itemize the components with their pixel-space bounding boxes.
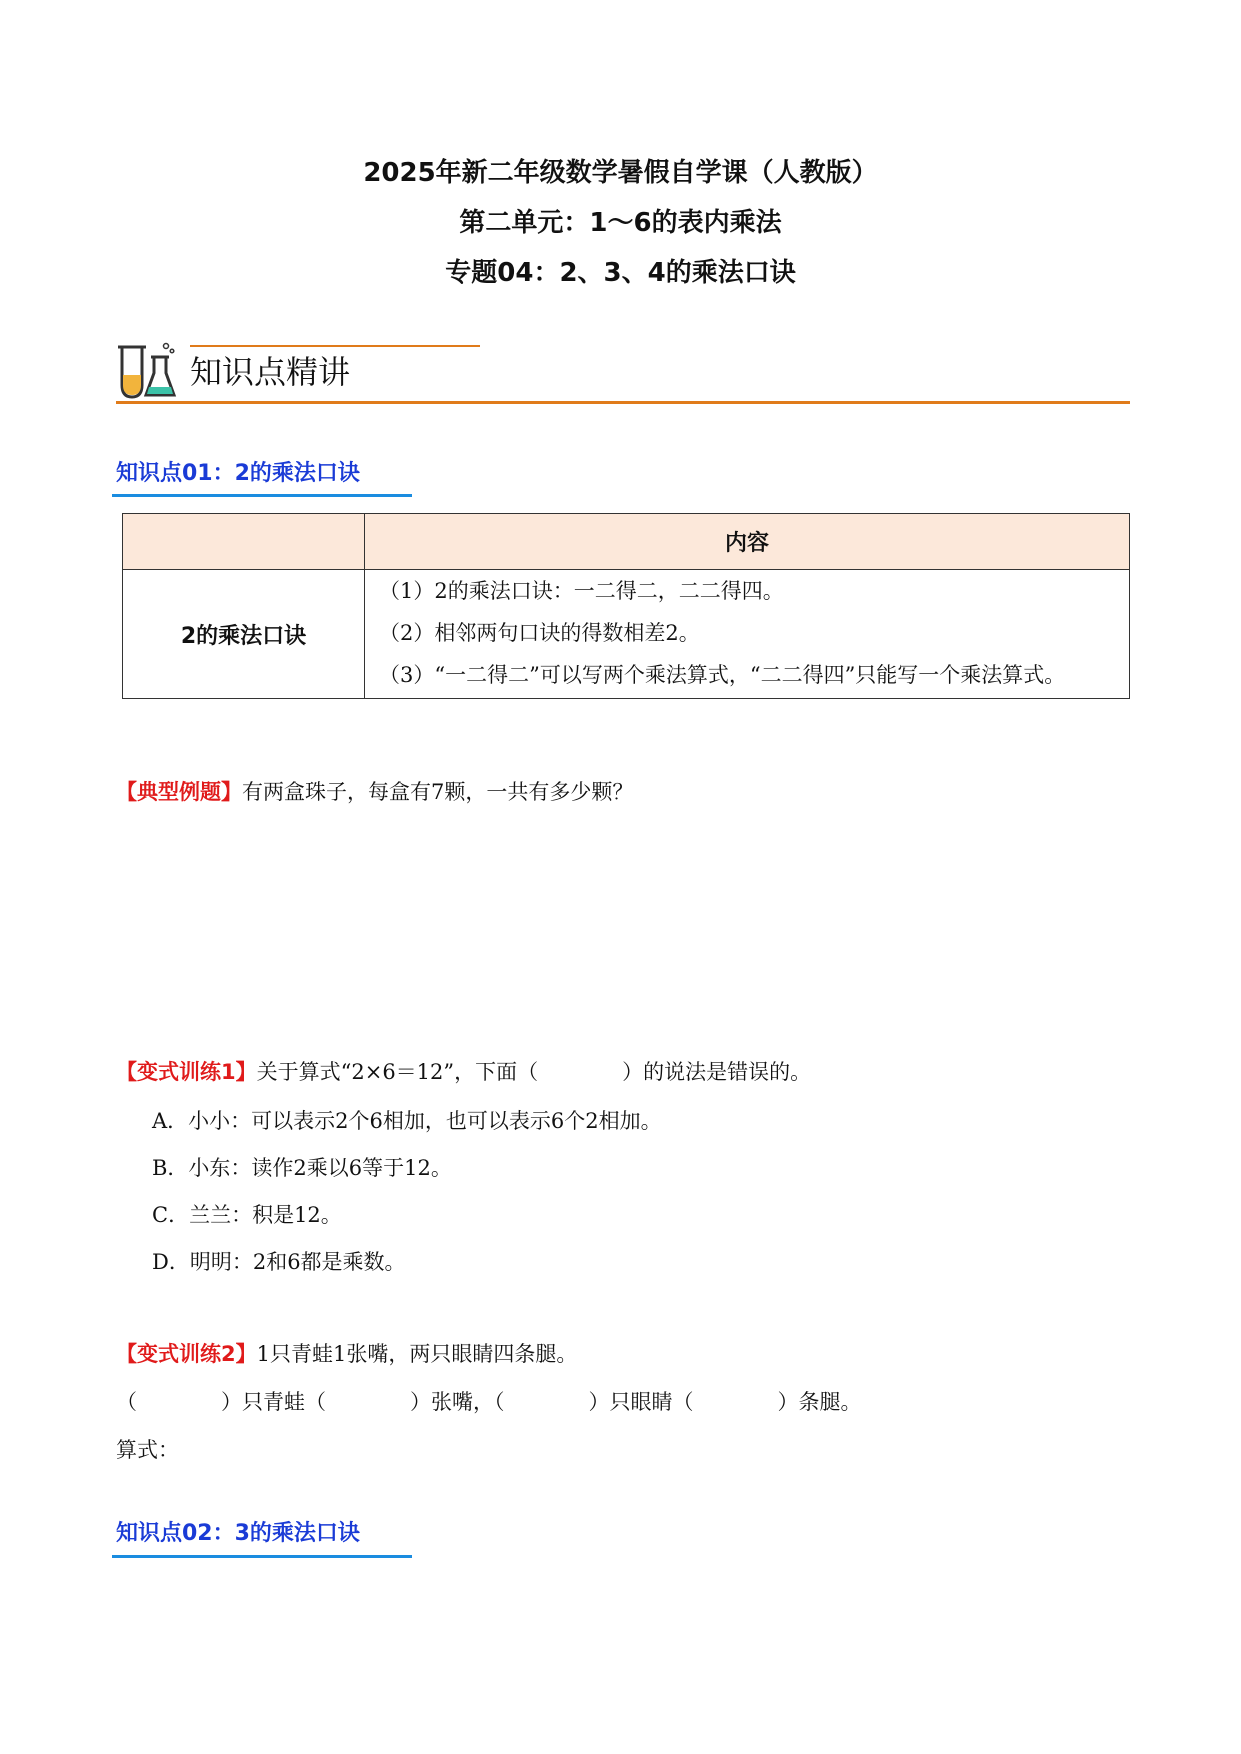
exercise-1-tag: 【变式训练1】 (116, 1060, 257, 1084)
document-title: 2025年新二年级数学暑假自学课（人教版） (363, 158, 878, 188)
option-b: B．小东：读作2乘以6等于12。 (152, 1156, 452, 1180)
table-item-3: （3）“一二得二”可以写两个乘法算式，“二二得四”只能写一个乘法算式。 (379, 663, 1066, 687)
formula-label: 算式： (116, 1438, 179, 1462)
table-header-content: 内容 (365, 514, 1130, 570)
unit-title: 第二单元：1～6的表内乘法 (459, 208, 782, 238)
example-question (116, 776, 633, 806)
exercise-2-question (116, 1338, 577, 1368)
section-heading-label: 知识点精讲 (190, 353, 351, 391)
table-header-row (123, 514, 1130, 570)
knowledge-point-02-underline (112, 1555, 412, 1558)
table-row-content (365, 570, 1130, 699)
section-heading (116, 335, 1130, 405)
option-c: C．兰兰：积是12。 (152, 1203, 342, 1227)
option-d: D．明明：2和6都是乘数。 (152, 1250, 406, 1274)
flask-icon (116, 341, 180, 401)
exercise-2-fill-line: （ ）只青蛙（ ）张嘴，（ ）只眼睛（ ）条腿。 (116, 1390, 862, 1414)
exercise-2-tag: 【变式训练2】 (116, 1342, 257, 1366)
example-tag: 【典型例题】 (116, 780, 242, 804)
topic-title: 专题04：2、3、4的乘法口诀 (445, 258, 796, 288)
exercise-2-text: 1只青蛙1张嘴，两只眼睛四条腿。 (256, 1342, 578, 1366)
table-item-1: （1）2的乘法口诀：一二得二，二二得四。 (379, 579, 784, 603)
heading-divider (116, 401, 1130, 404)
exercise-1-text: 关于算式“2×6＝12”，下面（ ）的说法是错误的。 (256, 1060, 812, 1084)
knowledge-point-01-title: 知识点01：2的乘法口诀 (116, 461, 360, 486)
knowledge-point-02-title: 知识点02：3的乘法口诀 (116, 1521, 360, 1546)
table-row (123, 570, 1130, 699)
table-header-left (123, 514, 365, 570)
example-text: 有两盒珠子，每盒有7颗，一共有多少颗？ (242, 780, 634, 804)
table-row-label: 2的乘法口诀 (123, 570, 365, 699)
knowledge-point-01-underline (112, 494, 412, 497)
knowledge-table (122, 513, 1130, 699)
exercise-1-question (116, 1056, 811, 1086)
option-a: A．小小：可以表示2个6相加，也可以表示6个2相加。 (152, 1109, 662, 1133)
table-item-2: （2）相邻两句口诀的得数相差2。 (379, 621, 700, 645)
